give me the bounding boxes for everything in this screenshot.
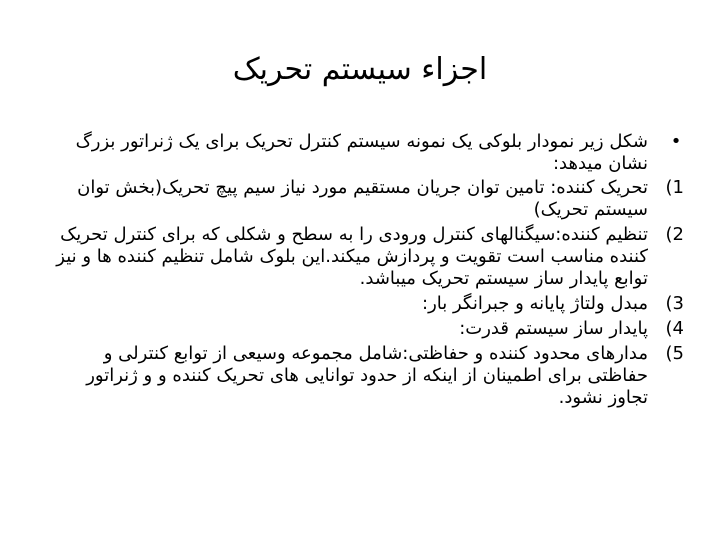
- list-item-text: مدارهای محدود کننده و حفاظتی:شامل مجموعه وسیعی از توابع کنترلی و حفاظتی برای اطمینان از اینکه از حدود توانایی های تحریک کننده و و ژنراتور تجاوز نشود.: [86, 343, 648, 408]
- list-item-text: تنظیم کننده:سیگنالهای کنترل ورودی را به سطح و شکلی که برای کنترل تحریک کننده مناسب است تقویت و پردازش میکند.این بلوک شامل تنظیم کننده ها و نیز توابع پایدار ساز سیستم تحریک میباشد.: [56, 224, 648, 289]
- list-item-number: 3): [665, 293, 684, 314]
- list-item-text: پایدار ساز سیستم قدرت:: [459, 318, 648, 339]
- list-item-text: مبدل ولتاژ پایانه و جبرانگر بار:: [422, 293, 648, 314]
- list-item: [44, 318, 684, 340]
- list-item-text: تحریک کننده: تامین توان جریان مستقیم مورد نیاز سیم پیچ تحریک(بخش توان سیستم تحریک): [77, 177, 648, 220]
- list-item: [44, 177, 684, 221]
- slide-title: اجزاء سیستم تحریک: [232, 52, 488, 87]
- list-item-number: 2): [665, 224, 684, 245]
- list-item: [44, 293, 684, 315]
- list-item-number: 4): [665, 318, 684, 339]
- bullet-item: [44, 131, 684, 175]
- bullet-marker: •: [670, 131, 682, 152]
- slide-body: [44, 131, 684, 412]
- list-item: [44, 224, 684, 290]
- list-item: [44, 343, 684, 409]
- list-item-number: 5): [665, 343, 684, 364]
- list-item-number: 1): [665, 177, 684, 198]
- bullet-text: شکل زیر نمودار بلوکی یک نمونه سیستم کنترل تحریک برای یک ژنراتور بزرگ نشان میدهد:: [75, 131, 648, 174]
